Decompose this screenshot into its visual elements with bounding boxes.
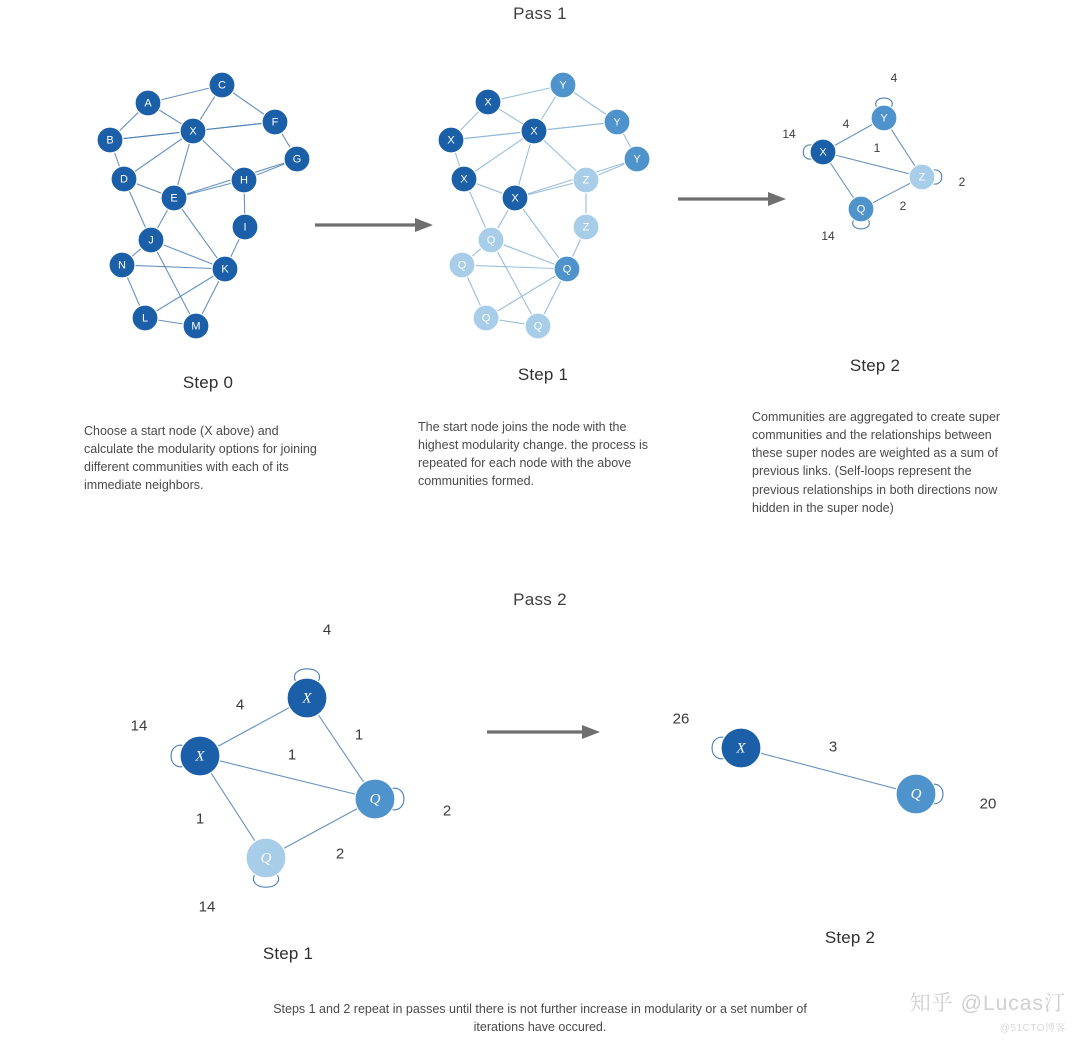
- svg-text:X: X: [302, 690, 312, 707]
- arrow-pass2-step1-to-step2: [487, 723, 602, 741]
- svg-text:Y: Y: [633, 153, 641, 166]
- edge-weight-label: 4: [322, 621, 332, 639]
- edge-weight-label: 26: [672, 710, 690, 728]
- svg-text:Q: Q: [562, 263, 572, 276]
- pass1-title: Pass 1: [513, 4, 567, 23]
- edge-weight-label: 4: [842, 117, 850, 131]
- svg-text:I: I: [243, 221, 247, 234]
- edge-weight-label: 4: [235, 696, 245, 714]
- watermark-main: 知乎 @Lucas汀: [909, 992, 1066, 1015]
- svg-text:Q: Q: [457, 259, 467, 272]
- svg-text:E: E: [170, 192, 178, 205]
- graph-node: [896, 774, 936, 814]
- svg-text:Y: Y: [613, 116, 621, 129]
- edge-weight-label: 20: [979, 795, 997, 813]
- edge-weight-label: 1: [873, 141, 881, 155]
- watermark: [910, 987, 1066, 1034]
- svg-text:Z: Z: [582, 221, 590, 234]
- svg-text:X: X: [530, 125, 538, 138]
- svg-text:Z: Z: [918, 171, 926, 184]
- pass2-title: Pass 2: [513, 590, 567, 609]
- svg-text:L: L: [141, 312, 149, 325]
- edge-weight-label: 14: [782, 127, 796, 141]
- svg-text:X: X: [195, 748, 205, 765]
- edge-weight-label: 1: [287, 746, 297, 764]
- edge-weight-label: 2: [442, 802, 452, 820]
- svg-text:J: J: [148, 234, 154, 247]
- step1-title: Step 1: [517, 365, 569, 384]
- svg-text:Y: Y: [559, 79, 567, 92]
- svg-text:F: F: [271, 116, 279, 129]
- edge-weight-label: 1: [354, 726, 364, 744]
- edge-weight-label: 14: [821, 229, 835, 243]
- edge-weight-label: 14: [198, 898, 216, 916]
- svg-text:X: X: [447, 134, 455, 147]
- svg-text:X: X: [819, 146, 827, 159]
- step2-caption: Communities are aggregated to create super communities and the relationships between these super nodes are weighted as a sum of previous links. (Self-loops represent the previous relationships in both directions now hidden in the super node): [752, 410, 1001, 515]
- pass2-step2-title: Step 2: [824, 928, 876, 947]
- edge-weight-label: 3: [828, 738, 838, 756]
- svg-text:X: X: [484, 96, 492, 109]
- figure-footer-note: Steps 1 and 2 repeat in passes until there is not further increase in modularity or a set number of iterations have occured.: [273, 1002, 807, 1035]
- edge-weight-label: 1: [195, 810, 205, 828]
- edge-weight-label: 2: [899, 199, 907, 213]
- edge-weight-label: 2: [335, 845, 345, 863]
- pass2-step1-title: Step 1: [262, 944, 314, 963]
- step0-title: Step 0: [182, 373, 234, 392]
- svg-text:D: D: [120, 173, 128, 186]
- svg-text:Q: Q: [486, 234, 496, 247]
- watermark-sub: @51CTO博客: [999, 1023, 1066, 1034]
- edge-weight-label: 2: [958, 175, 966, 189]
- svg-text:Q: Q: [856, 203, 866, 216]
- svg-text:X: X: [736, 740, 746, 757]
- graph-node: [721, 728, 761, 768]
- svg-text:X: X: [189, 125, 197, 138]
- svg-text:K: K: [221, 263, 229, 276]
- svg-text:N: N: [118, 259, 126, 272]
- svg-text:Z: Z: [582, 174, 590, 187]
- svg-text:X: X: [460, 173, 468, 186]
- svg-text:Q: Q: [369, 791, 381, 808]
- step2-title: Step 2: [849, 356, 901, 375]
- svg-text:Q: Q: [481, 312, 491, 325]
- step0-caption: Choose a start node (X above) and calculate the modularity options for joining different communities with each of its immediate neighbors.: [84, 424, 317, 493]
- step1-caption: The start node joins the node with the highest modularity change. the process is repeated for each node with the above communities formed.: [418, 420, 648, 489]
- svg-text:Q: Q: [533, 320, 543, 333]
- svg-text:C: C: [218, 79, 226, 92]
- edge-weight-label: 4: [890, 71, 898, 85]
- svg-text:A: A: [144, 97, 152, 110]
- svg-text:Q: Q: [910, 786, 922, 803]
- graph-pass2-step2-weights: [673, 711, 997, 813]
- svg-text:Y: Y: [880, 112, 888, 125]
- svg-text:X: X: [511, 192, 519, 205]
- svg-text:G: G: [292, 153, 302, 166]
- svg-text:B: B: [106, 134, 114, 147]
- edge-weight-label: 14: [130, 717, 148, 735]
- svg-text:M: M: [191, 320, 201, 333]
- svg-text:H: H: [240, 174, 248, 187]
- svg-text:Q: Q: [260, 850, 272, 867]
